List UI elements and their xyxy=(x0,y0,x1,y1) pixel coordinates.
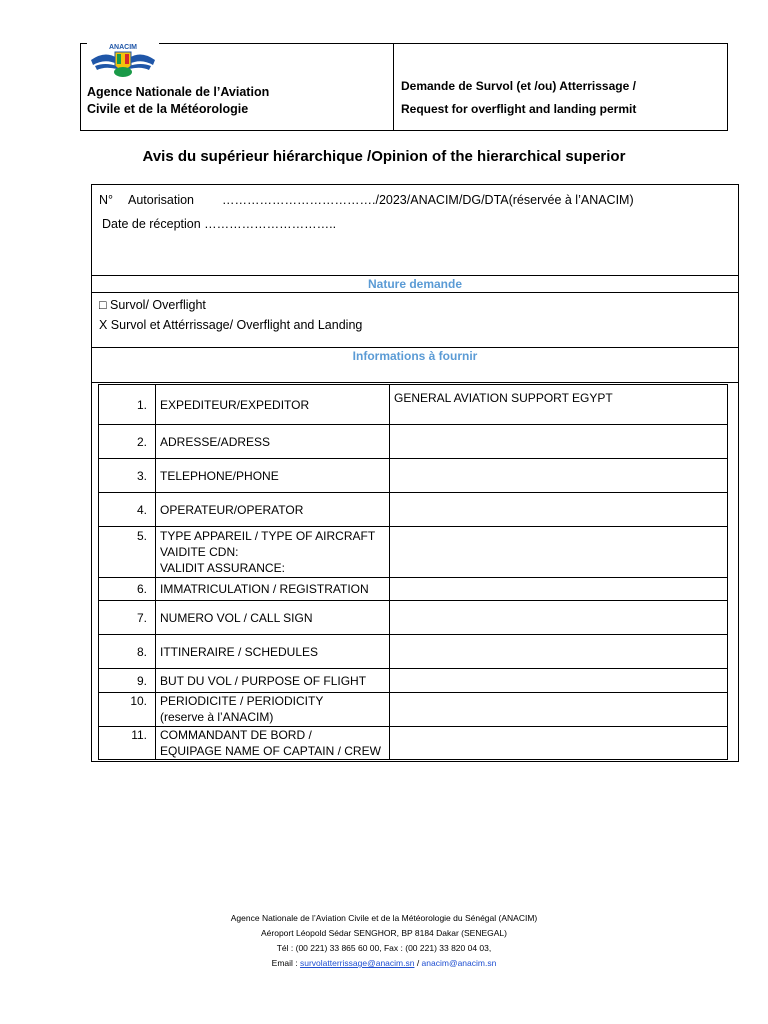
info-table xyxy=(98,384,728,760)
overflight-landing-option[interactable]: X Survol et Attérrissage/ Overflight and Landing xyxy=(99,318,363,332)
table-row xyxy=(99,727,728,760)
row-number: 4. xyxy=(99,493,156,527)
request-title xyxy=(401,75,636,121)
divider xyxy=(92,382,738,383)
row-number: 6. xyxy=(99,578,156,601)
row-label: ADRESSE/ADRESS xyxy=(156,425,390,459)
row-number: 2. xyxy=(99,425,156,459)
row-number: 7. xyxy=(99,601,156,635)
captain-crew-field[interactable] xyxy=(390,727,728,760)
operator-field[interactable] xyxy=(390,493,728,527)
table-row xyxy=(99,527,728,578)
divider xyxy=(92,292,738,293)
email-link-survol[interactable]: survolatterrissage@anacim.sn xyxy=(300,958,415,968)
periodicity-field[interactable] xyxy=(390,693,728,727)
table-row xyxy=(99,635,728,669)
footer-line1: Agence Nationale de l’Aviation Civile et de la Météorologie du Sénégal (ANACIM) xyxy=(230,913,538,923)
number-label: N° xyxy=(99,193,114,207)
authorization-label: Autorisation xyxy=(128,193,195,207)
anacim-logo-icon xyxy=(87,40,159,82)
divider xyxy=(92,347,738,348)
footer-line2: Aéroport Léopold Sédar SENGHOR, BP 8184 Dakar (SENEGAL) xyxy=(261,928,507,938)
row-number: 3. xyxy=(99,459,156,493)
authorization-number-field[interactable]: ………………………………./2023/ANACIM/DG/DTA(réservée à l’ANACIM) xyxy=(222,193,634,207)
row-number: 8. xyxy=(99,635,156,669)
footer xyxy=(0,911,768,971)
request-title-line1: Demande de Survol (et /ou) Atterrissage / xyxy=(401,79,636,93)
address-field[interactable] xyxy=(390,425,728,459)
row-label: TELEPHONE/PHONE xyxy=(156,459,390,493)
row-label: TYPE APPAREIL / TYPE OF AIRCRAFT VAIDITE CDN: VALIDIT ASSURANCE: xyxy=(156,527,390,578)
agency-name-line2: Civile et de la Météorologie xyxy=(87,102,249,116)
overflight-option[interactable]: □ Survol/ Overflight xyxy=(99,298,206,312)
row-number: 10. xyxy=(99,693,156,727)
table-row xyxy=(99,425,728,459)
row-number: 5. xyxy=(99,527,156,578)
table-row xyxy=(99,459,728,493)
footer-line3: Tél : (00 221) 33 865 60 00, Fax : (00 221) 33 820 04 03, xyxy=(276,943,492,953)
table-row xyxy=(99,578,728,601)
nature-title: Nature demande xyxy=(367,277,463,291)
table-row xyxy=(99,493,728,527)
table-row xyxy=(99,693,728,727)
expeditor-field[interactable]: GENERAL AVIATION SUPPORT EGYPT xyxy=(390,385,728,425)
telephone-field[interactable] xyxy=(390,459,728,493)
row-number: 1. xyxy=(99,385,156,425)
schedules-field[interactable] xyxy=(390,635,728,669)
row-label: COMMANDANT DE BORD / EQUIPAGE NAME OF CAPTAIN / CREW xyxy=(156,727,390,760)
header-divider xyxy=(393,44,394,130)
row-label: BUT DU VOL / PURPOSE OF FLIGHT xyxy=(156,669,390,693)
divider xyxy=(92,275,738,276)
row-label: EXPEDITEUR/EXPEDITOR xyxy=(156,385,390,425)
aircraft-type-field[interactable] xyxy=(390,527,728,578)
table-row xyxy=(99,669,728,693)
header-box xyxy=(80,43,728,131)
table-row xyxy=(99,601,728,635)
purpose-field[interactable] xyxy=(390,669,728,693)
row-label: IMMATRICULATION / REGISTRATION xyxy=(156,578,390,601)
agency-name-line1: Agence Nationale de l’Aviation xyxy=(87,85,270,99)
row-label: OPERATEUR/OPERATOR xyxy=(156,493,390,527)
opinion-title: Avis du supérieur hiérarchique /Opinion of the hierarchical superior xyxy=(142,148,626,165)
email-label: Email : xyxy=(271,958,300,968)
request-title-line2: Request for overflight and landing permit xyxy=(401,102,637,116)
table-row xyxy=(99,385,728,425)
agency-name xyxy=(87,84,269,118)
email-separator: / xyxy=(414,958,422,968)
row-number: 11. xyxy=(99,727,156,760)
row-label: PERIODICITE / PERIODICITY (reserve à l’ANACIM) xyxy=(156,693,390,727)
row-label: ITTINERAIRE / SCHEDULES xyxy=(156,635,390,669)
footer-email xyxy=(0,956,768,971)
reception-date-field[interactable]: Date de réception ………………………….. xyxy=(102,217,337,231)
request-form xyxy=(91,184,739,762)
email-link-anacim[interactable]: anacim@anacim.sn xyxy=(421,958,497,968)
info-title: Informations à fournir xyxy=(352,349,478,363)
svg-text:ANACIM: ANACIM xyxy=(109,44,137,51)
anacim-logo xyxy=(87,40,159,82)
registration-field[interactable] xyxy=(390,578,728,601)
call-sign-field[interactable] xyxy=(390,601,728,635)
row-number: 9. xyxy=(99,669,156,693)
row-label: NUMERO VOL / CALL SIGN xyxy=(156,601,390,635)
